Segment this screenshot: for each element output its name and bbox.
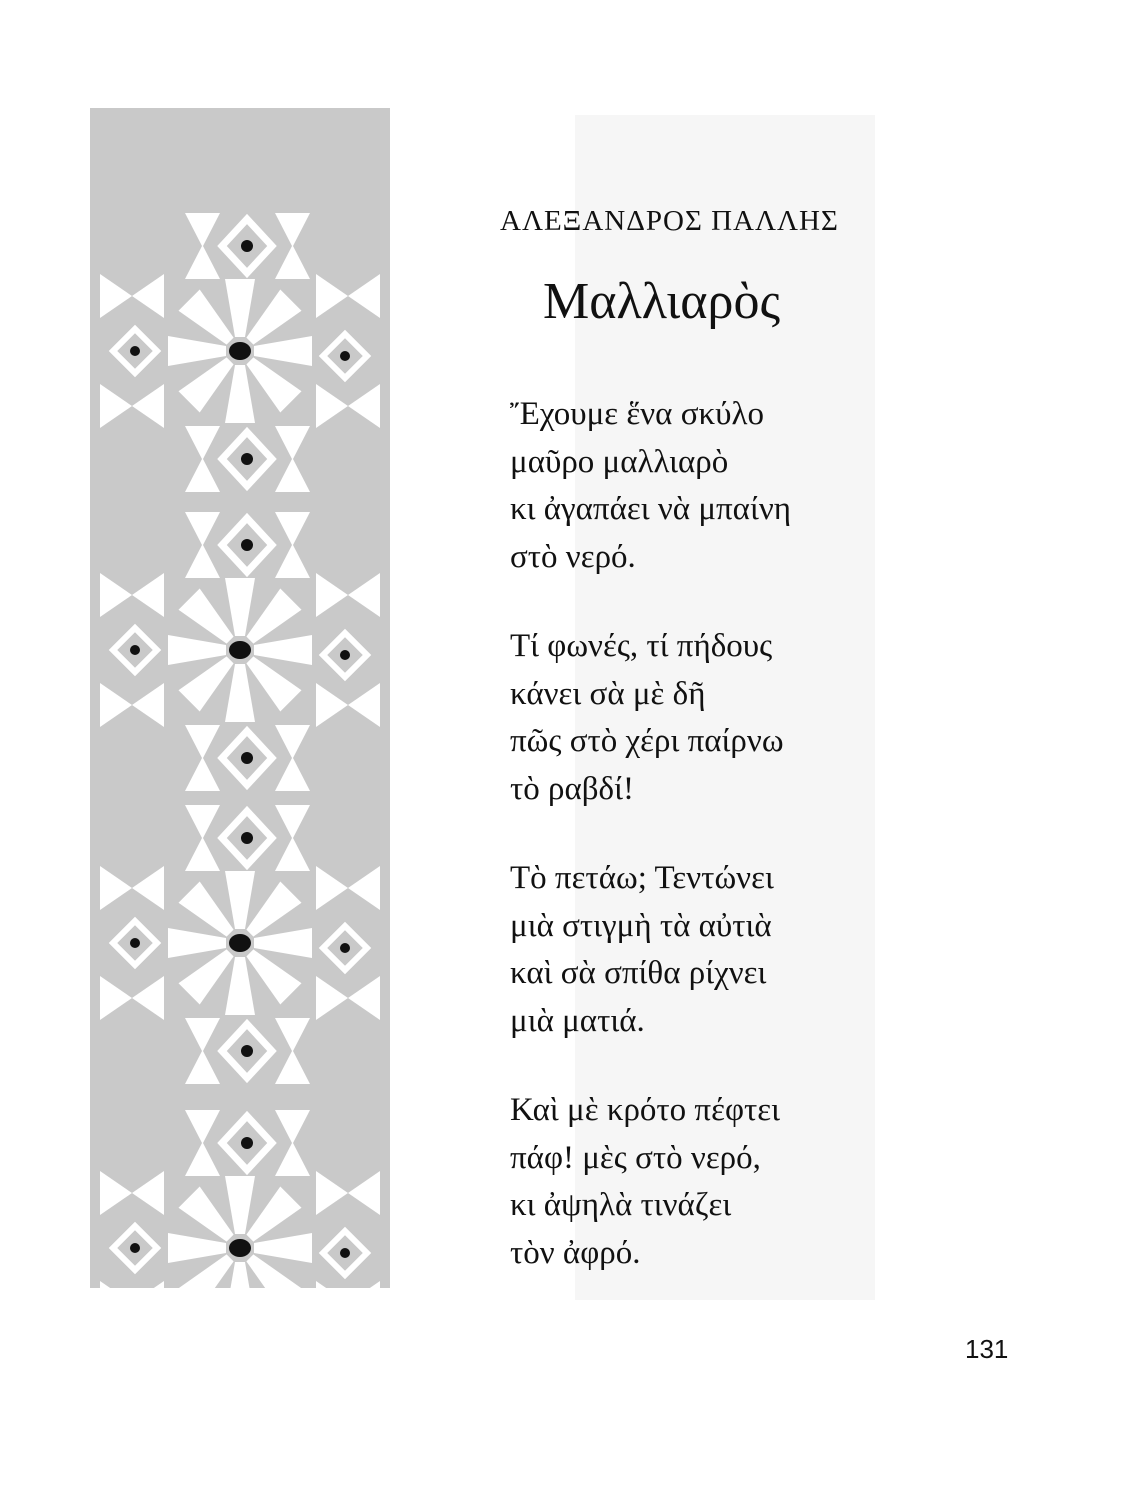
flower-center — [229, 1239, 251, 1257]
flower-petal — [246, 949, 301, 1004]
bowtie-motif — [132, 384, 164, 428]
hourglass-motif — [185, 426, 220, 492]
bowtie-motif — [100, 274, 132, 318]
stanza-1 — [510, 391, 910, 581]
hourglass-motif — [185, 512, 220, 578]
side-diamond-dot — [340, 650, 350, 660]
hourglass-motif — [185, 725, 220, 791]
flower-petal — [168, 1233, 226, 1263]
flower-petal — [179, 290, 234, 345]
flower-petal — [225, 664, 255, 722]
bowtie-motif — [132, 573, 164, 617]
flower-petal — [225, 957, 255, 1015]
poem-line: κι ἀγαπάει νὰ μπαίνη — [510, 491, 792, 527]
flower-petal — [168, 336, 226, 366]
flower-petal — [246, 589, 301, 644]
bowtie-motif — [348, 683, 380, 727]
hourglass-motif — [275, 1110, 310, 1176]
flower-petal — [246, 882, 301, 937]
bowtie-motif — [348, 976, 380, 1020]
flower-petal — [179, 949, 234, 1004]
side-diamond-dot — [340, 351, 350, 361]
bowtie-motif — [348, 274, 380, 318]
poem-line: καὶ σὰ σπίθα ρίχνει — [510, 955, 767, 991]
folk-flower-pattern-icon — [90, 108, 390, 1288]
flower-petal — [179, 656, 234, 711]
poem-title: Μαλλιαρὸς — [543, 273, 781, 330]
bowtie-motif — [348, 573, 380, 617]
bowtie-motif — [100, 384, 132, 428]
poem-line: κάνει σὰ μὲ δῆ — [510, 675, 706, 712]
diamond-dot — [241, 453, 253, 465]
bowtie-motif — [316, 274, 348, 318]
bowtie-motif — [132, 274, 164, 318]
flower-petal — [246, 357, 301, 412]
side-diamond-dot — [130, 645, 140, 655]
bowtie-motif — [132, 683, 164, 727]
side-diamond-dot — [130, 1243, 140, 1253]
bowtie-motif — [348, 866, 380, 910]
hourglass-motif — [275, 512, 310, 578]
poem-line: τὸν ἀφρό. — [510, 1234, 641, 1271]
stanza-2 — [510, 623, 910, 813]
hourglass-motif — [185, 805, 220, 871]
diamond-dot — [241, 240, 253, 252]
bowtie-motif — [316, 1281, 348, 1288]
poem-line: μιὰ στιγμὴ τὰ αὐτιὰ — [510, 907, 772, 944]
bowtie-motif — [100, 1281, 132, 1288]
stanza-3 — [510, 855, 910, 1045]
hourglass-motif — [275, 426, 310, 492]
flower-petal — [179, 589, 234, 644]
flower-petal — [254, 928, 312, 958]
bowtie-motif — [316, 1171, 348, 1215]
poem-author: ΑΛΕΞΑΝΔΡΟΣ ΠΑΛΛΗΣ — [500, 205, 839, 237]
poem-line: πάφ! μὲς στὸ νερό, — [510, 1139, 761, 1176]
bowtie-motif — [348, 1171, 380, 1215]
poem-line: Τὸ πετάω; Τεντώνει — [510, 860, 774, 896]
bowtie-motif — [316, 384, 348, 428]
bowtie-motif — [100, 683, 132, 727]
flower-petal — [179, 882, 234, 937]
page-number: 131 — [965, 1334, 1009, 1364]
flower-petal — [254, 635, 312, 665]
flower-petal — [225, 871, 255, 929]
flower-petal — [179, 1187, 234, 1242]
poem-line: τὸ ραβδί! — [510, 770, 634, 807]
side-diamond-dot — [130, 346, 140, 356]
flower-petal — [254, 1233, 312, 1263]
diamond-dot — [241, 832, 253, 844]
flower-petal — [225, 1176, 255, 1234]
hourglass-motif — [275, 213, 310, 279]
flower-center — [229, 934, 251, 952]
stanza-4 — [510, 1087, 910, 1277]
flower-petal — [246, 656, 301, 711]
side-diamond-dot — [340, 1248, 350, 1258]
bowtie-motif — [100, 976, 132, 1020]
side-diamond-dot — [340, 943, 350, 953]
bowtie-motif — [316, 866, 348, 910]
bowtie-motif — [316, 683, 348, 727]
poem-body — [510, 391, 910, 1319]
hourglass-motif — [275, 1018, 310, 1084]
diamond-dot — [241, 539, 253, 551]
bowtie-motif — [316, 976, 348, 1020]
diamond-dot — [241, 1045, 253, 1057]
decorative-pattern-panel — [90, 108, 390, 1288]
hourglass-motif — [185, 213, 220, 279]
bowtie-motif — [316, 573, 348, 617]
bowtie-motif — [100, 866, 132, 910]
flower-center — [229, 342, 251, 360]
flower-petal — [168, 928, 226, 958]
bowtie-motif — [348, 1281, 380, 1288]
flower-center — [229, 641, 251, 659]
poem-line: Ἔχουμε ἕνα σκύλο — [510, 396, 764, 432]
bowtie-motif — [132, 866, 164, 910]
poem-line: στὸ νερό. — [510, 538, 636, 575]
flower-petal — [254, 336, 312, 366]
bowtie-motif — [100, 1171, 132, 1215]
bowtie-motif — [132, 976, 164, 1020]
poem-line: μιὰ ματιά. — [510, 1002, 645, 1039]
flower-petal — [168, 635, 226, 665]
diamond-dot — [241, 752, 253, 764]
flower-petal — [225, 365, 255, 423]
bowtie-motif — [132, 1171, 164, 1215]
side-diamond-dot — [130, 938, 140, 948]
bowtie-motif — [100, 573, 132, 617]
poem-line: κι ἀψηλὰ τινάζει — [510, 1187, 732, 1223]
poem-line: Τί φωνές, τί πήδους — [510, 628, 773, 664]
poem-line: πῶς στὸ χέρι παίρνω — [510, 723, 784, 759]
flower-petal — [246, 1187, 301, 1242]
hourglass-motif — [185, 1018, 220, 1084]
poem-line: μαῦρο μαλλιαρὸ — [510, 443, 729, 480]
poem-line: Καὶ μὲ κρότο πέφτει — [510, 1092, 780, 1128]
hourglass-motif — [275, 725, 310, 791]
flower-petal — [225, 279, 255, 337]
flower-petal — [179, 357, 234, 412]
bowtie-motif — [348, 384, 380, 428]
bowtie-motif — [132, 1281, 164, 1288]
flower-petal — [246, 290, 301, 345]
hourglass-motif — [185, 1110, 220, 1176]
diamond-dot — [241, 1137, 253, 1149]
flower-petal — [225, 578, 255, 636]
hourglass-motif — [275, 805, 310, 871]
